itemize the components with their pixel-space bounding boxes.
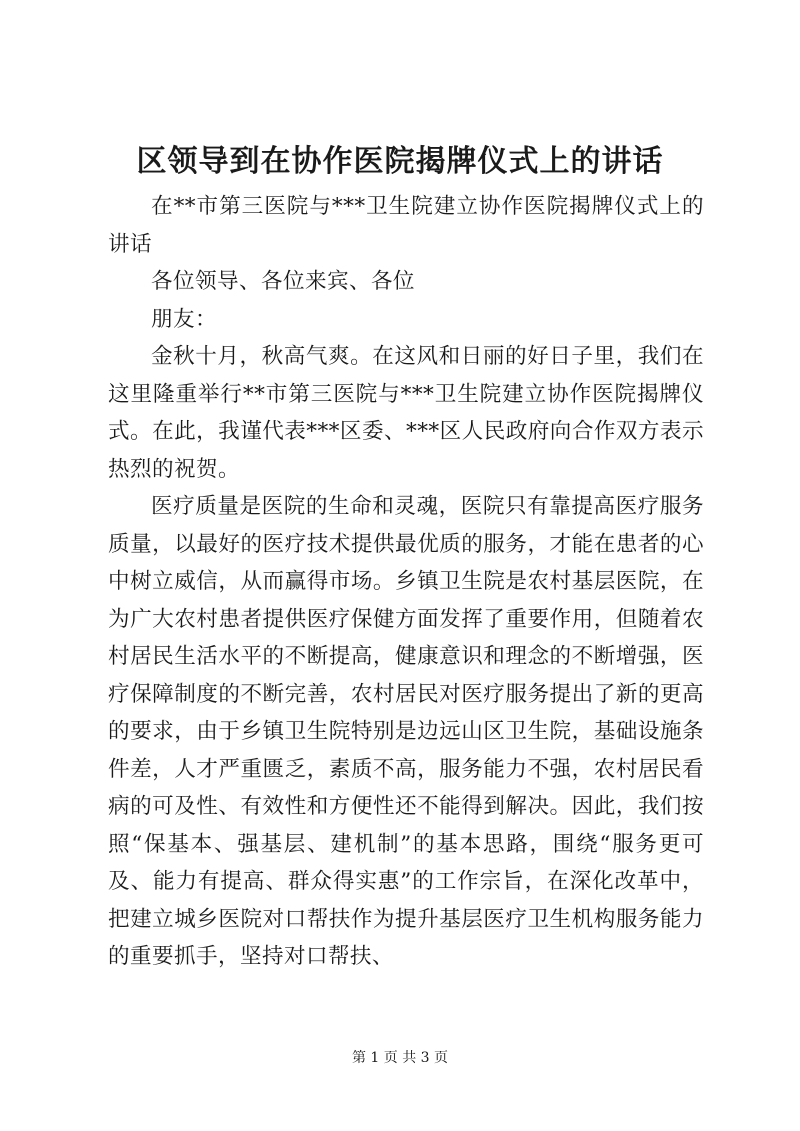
paragraph-salutation: 各位领导、各位来宾、各位 bbox=[151, 269, 415, 294]
document-body bbox=[108, 188, 704, 976]
paragraph-opening: 金秋十月，秋高气爽。在这风和日丽的好日子里，我们在这里隆重举行**市第三医院与***卫生院建立协作医院揭牌仪式。在此，我谨代表***区委、***区人民政府向合作双方表示热烈的祝贺。 bbox=[108, 344, 704, 482]
page-footer: 第 1 页 共 3 页 bbox=[351, 1050, 449, 1066]
paragraph-salutation-cont: 朋友： bbox=[151, 306, 217, 332]
paragraph-subtitle: 在**市第三医院与***卫生院建立协作医院揭牌仪式上的讲话 bbox=[108, 194, 704, 257]
document-title: 区领导到在协作医院揭牌仪式上的讲话 bbox=[136, 144, 664, 179]
paragraph-quality: 医疗质量是医院的生命和灵魂，医院只有靠提高医疗服务质量，以最好的医疗技术提供最优质的服务，才能在患者的心中树立威信，从而赢得市场。乡镇卫生院是农村基层医院，在为广大农村患者提供医疗保健方面发挥了重要作用，但随着农村居民生活水平的不断提高，健康意识和理念的不断增强，医疗保障制度的不断完善，农村居民对医疗服务提出了新的更高的要求，由于乡镇卫生院特别是边远山区卫生院，基础设施条件差，人才严重匮乏，素质不高，服务能力不强，农村居民看病的可及性、有效性和方便性还不能得到解决。因此，我们按照“保基本、强基层、建机制”的基本思路，围绕“服务更可及、能力有提高、群众得实惠”的工作宗旨，在深化改革中，把建立城乡医院对口帮扶作为提升基层医疗卫生机构服务能力的重要抓手，坚持对口帮扶、 bbox=[108, 494, 704, 969]
